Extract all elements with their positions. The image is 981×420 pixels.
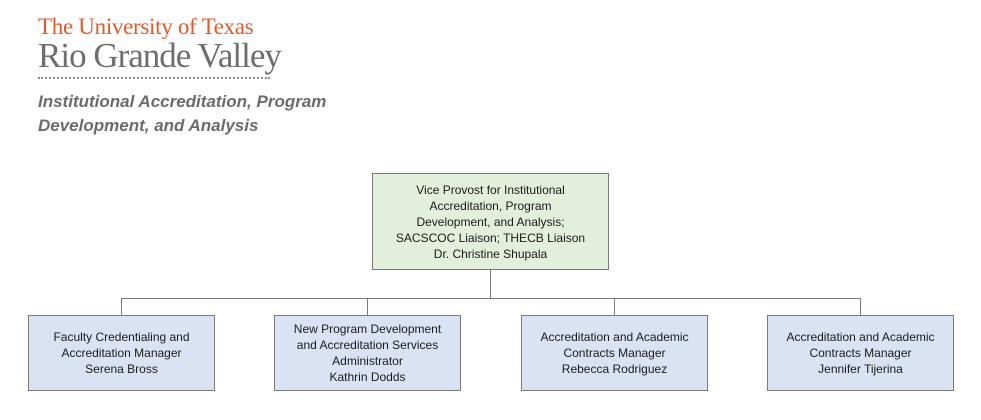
node-person-name: Serena Bross (85, 362, 158, 376)
connector-drop-2 (367, 298, 368, 315)
department-title: Institutional Accreditation, Program Development, and Analysis (38, 92, 327, 135)
node-line: Contracts Manager (563, 346, 666, 360)
node-person-name: Kathrin Dodds (329, 370, 406, 384)
node-person-name: Jennifer Tijerina (818, 362, 903, 376)
node-line: Contracts Manager (809, 346, 912, 360)
logo-dotted-rule (38, 77, 270, 79)
node-person-name: Rebecca Rodriguez (561, 362, 668, 376)
node-line: Vice Provost for Institutional (416, 182, 565, 197)
connector-drop-1 (121, 298, 122, 315)
connector-drop-4 (860, 298, 861, 315)
org-node-vice-provost (372, 173, 609, 270)
utrgv-logo (38, 14, 281, 79)
logo-line-rio-grande-valley: Rio Grande Valley (38, 36, 281, 75)
connector-horizontal-bus (121, 298, 861, 299)
node-line: Administrator (332, 354, 403, 368)
connector-root-down (490, 270, 491, 299)
node-line: New Program Development (293, 322, 442, 336)
node-line: and Accreditation Services (296, 338, 439, 352)
node-line: Accreditation and Academic (540, 330, 689, 344)
node-line: Accreditation Manager (61, 346, 182, 360)
node-line: SACSCOC Liaison; THECB Liaison (395, 230, 586, 245)
node-line: Accreditation, Program (429, 198, 552, 213)
node-line: Faculty Credentialing and (53, 330, 190, 344)
org-node-contracts-manager-rodriguez (521, 315, 708, 391)
node-person-name: Dr. Christine Shupala (433, 246, 548, 261)
logo-line-university: The University of Texas (38, 14, 254, 39)
org-node-faculty-credentialing-manager (28, 315, 215, 391)
org-node-contracts-manager-tijerina (767, 315, 954, 391)
node-line: Development, and Analysis; (416, 214, 565, 229)
node-line: Accreditation and Academic (786, 330, 935, 344)
org-node-new-program-development-administrator (274, 315, 461, 391)
connector-drop-3 (614, 298, 615, 315)
